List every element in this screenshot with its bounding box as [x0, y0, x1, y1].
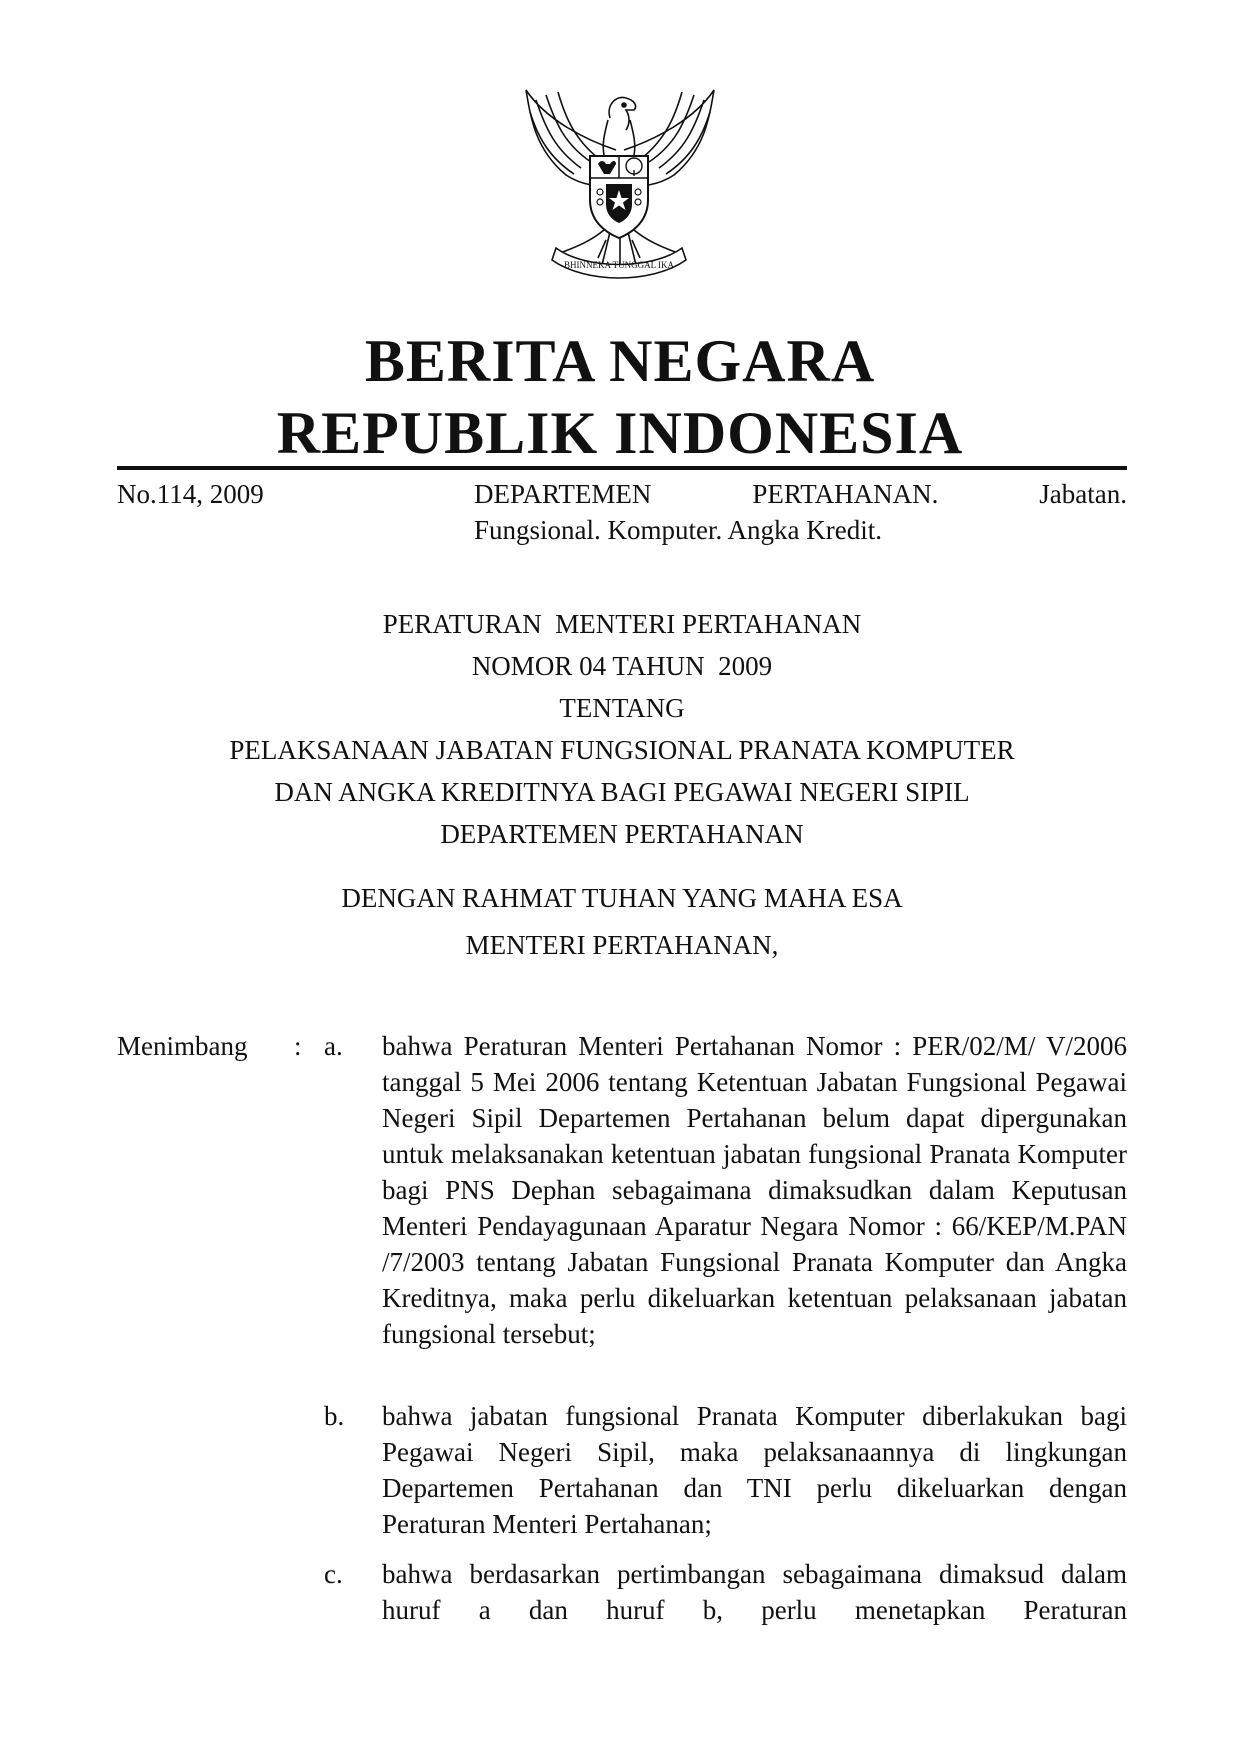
subject-word: Jabatan. [1039, 479, 1127, 509]
masthead-subtitle: REPUBLIK INDONESIA [276, 400, 964, 466]
title-line: PERATURAN MENTERI PERTAHANAN [382, 609, 862, 639]
considerations-label: Menimbang [117, 1031, 248, 1061]
title-line: PELAKSANAAN JABATAN FUNGSIONAL PRANATA KOMPUTER [229, 735, 1015, 765]
gazette-number: No.114, 2009 [117, 479, 264, 509]
emblem-motto: BHINNEKA TUNGGAL IKA [564, 260, 674, 270]
masthead-divider [117, 466, 1127, 470]
subject-word: PERTAHANAN. [752, 479, 939, 509]
gazette-subject-line1 [474, 476, 1127, 512]
preamble-line: DENGAN RAHMAT TUHAN YANG MAHA ESA [341, 883, 903, 913]
subject-word: DEPARTEMEN [474, 479, 652, 509]
title-line: DEPARTEMEN PERTAHANAN [440, 819, 804, 849]
masthead-title: BERITA NEGARA [364, 328, 876, 394]
preamble-line: MENTERI PERTAHANAN, [465, 930, 779, 960]
regulation-title [117, 603, 1127, 855]
garuda-emblem-icon [506, 80, 734, 298]
item-marker: b. [324, 1401, 345, 1431]
item-text: bahwa Peraturan Menteri Pertahanan Nomor : PER/02/M/ V/2006 tanggal 5 Mei 2006 tentang Ketentuan Jabatan Fungsional Pegawai Negeri Sipil Departemen Pertahanan belum dapat dipergunakan untuk melaksanakan ketentuan jabatan fungsional Pranata Komputer bagi PNS Dephan sebagaimana dimaksudkan dalam Keputusan Menteri Pendayagunaan Aparatur Negara Nomor : 66/KEP/M.PAN /7/2003 tentang Jabatan Fungsional Pranata Komputer dan Angka Kreditnya, maka perlu dikeluarkan ketentuan pelaksanaan jabatan fungsional tersebut; [382, 1031, 1127, 1349]
item-text: bahwa jabatan fungsional Pranata Komputer diberlakukan bagi Pegawai Negeri Sipil, maka pelaksanaannya di lingkungan Departemen Pertahanan dan TNI perlu dikeluarkan dengan Peraturan Menteri Pertahanan; [382, 1401, 1127, 1539]
title-line: NOMOR 04 TAHUN 2009 [471, 651, 773, 681]
gazette-subject-line2: Fungsional. Komputer. Angka Kredit. [474, 515, 882, 545]
item-marker: a. [324, 1031, 343, 1061]
item-marker: c. [324, 1559, 343, 1589]
preamble [117, 875, 1127, 969]
considerations-colon: : [294, 1031, 302, 1061]
item-text: bahwa berdasarkan pertimbangan sebagaimana dimaksud dalam huruf a dan huruf b, perlu menetapkan Peraturan [382, 1559, 1127, 1625]
title-line: DAN ANGKA KREDITNYA BAGI PEGAWAI NEGERI SIPIL [274, 777, 970, 807]
gazette-subject [474, 476, 1127, 548]
title-line: TENTANG [559, 693, 685, 723]
